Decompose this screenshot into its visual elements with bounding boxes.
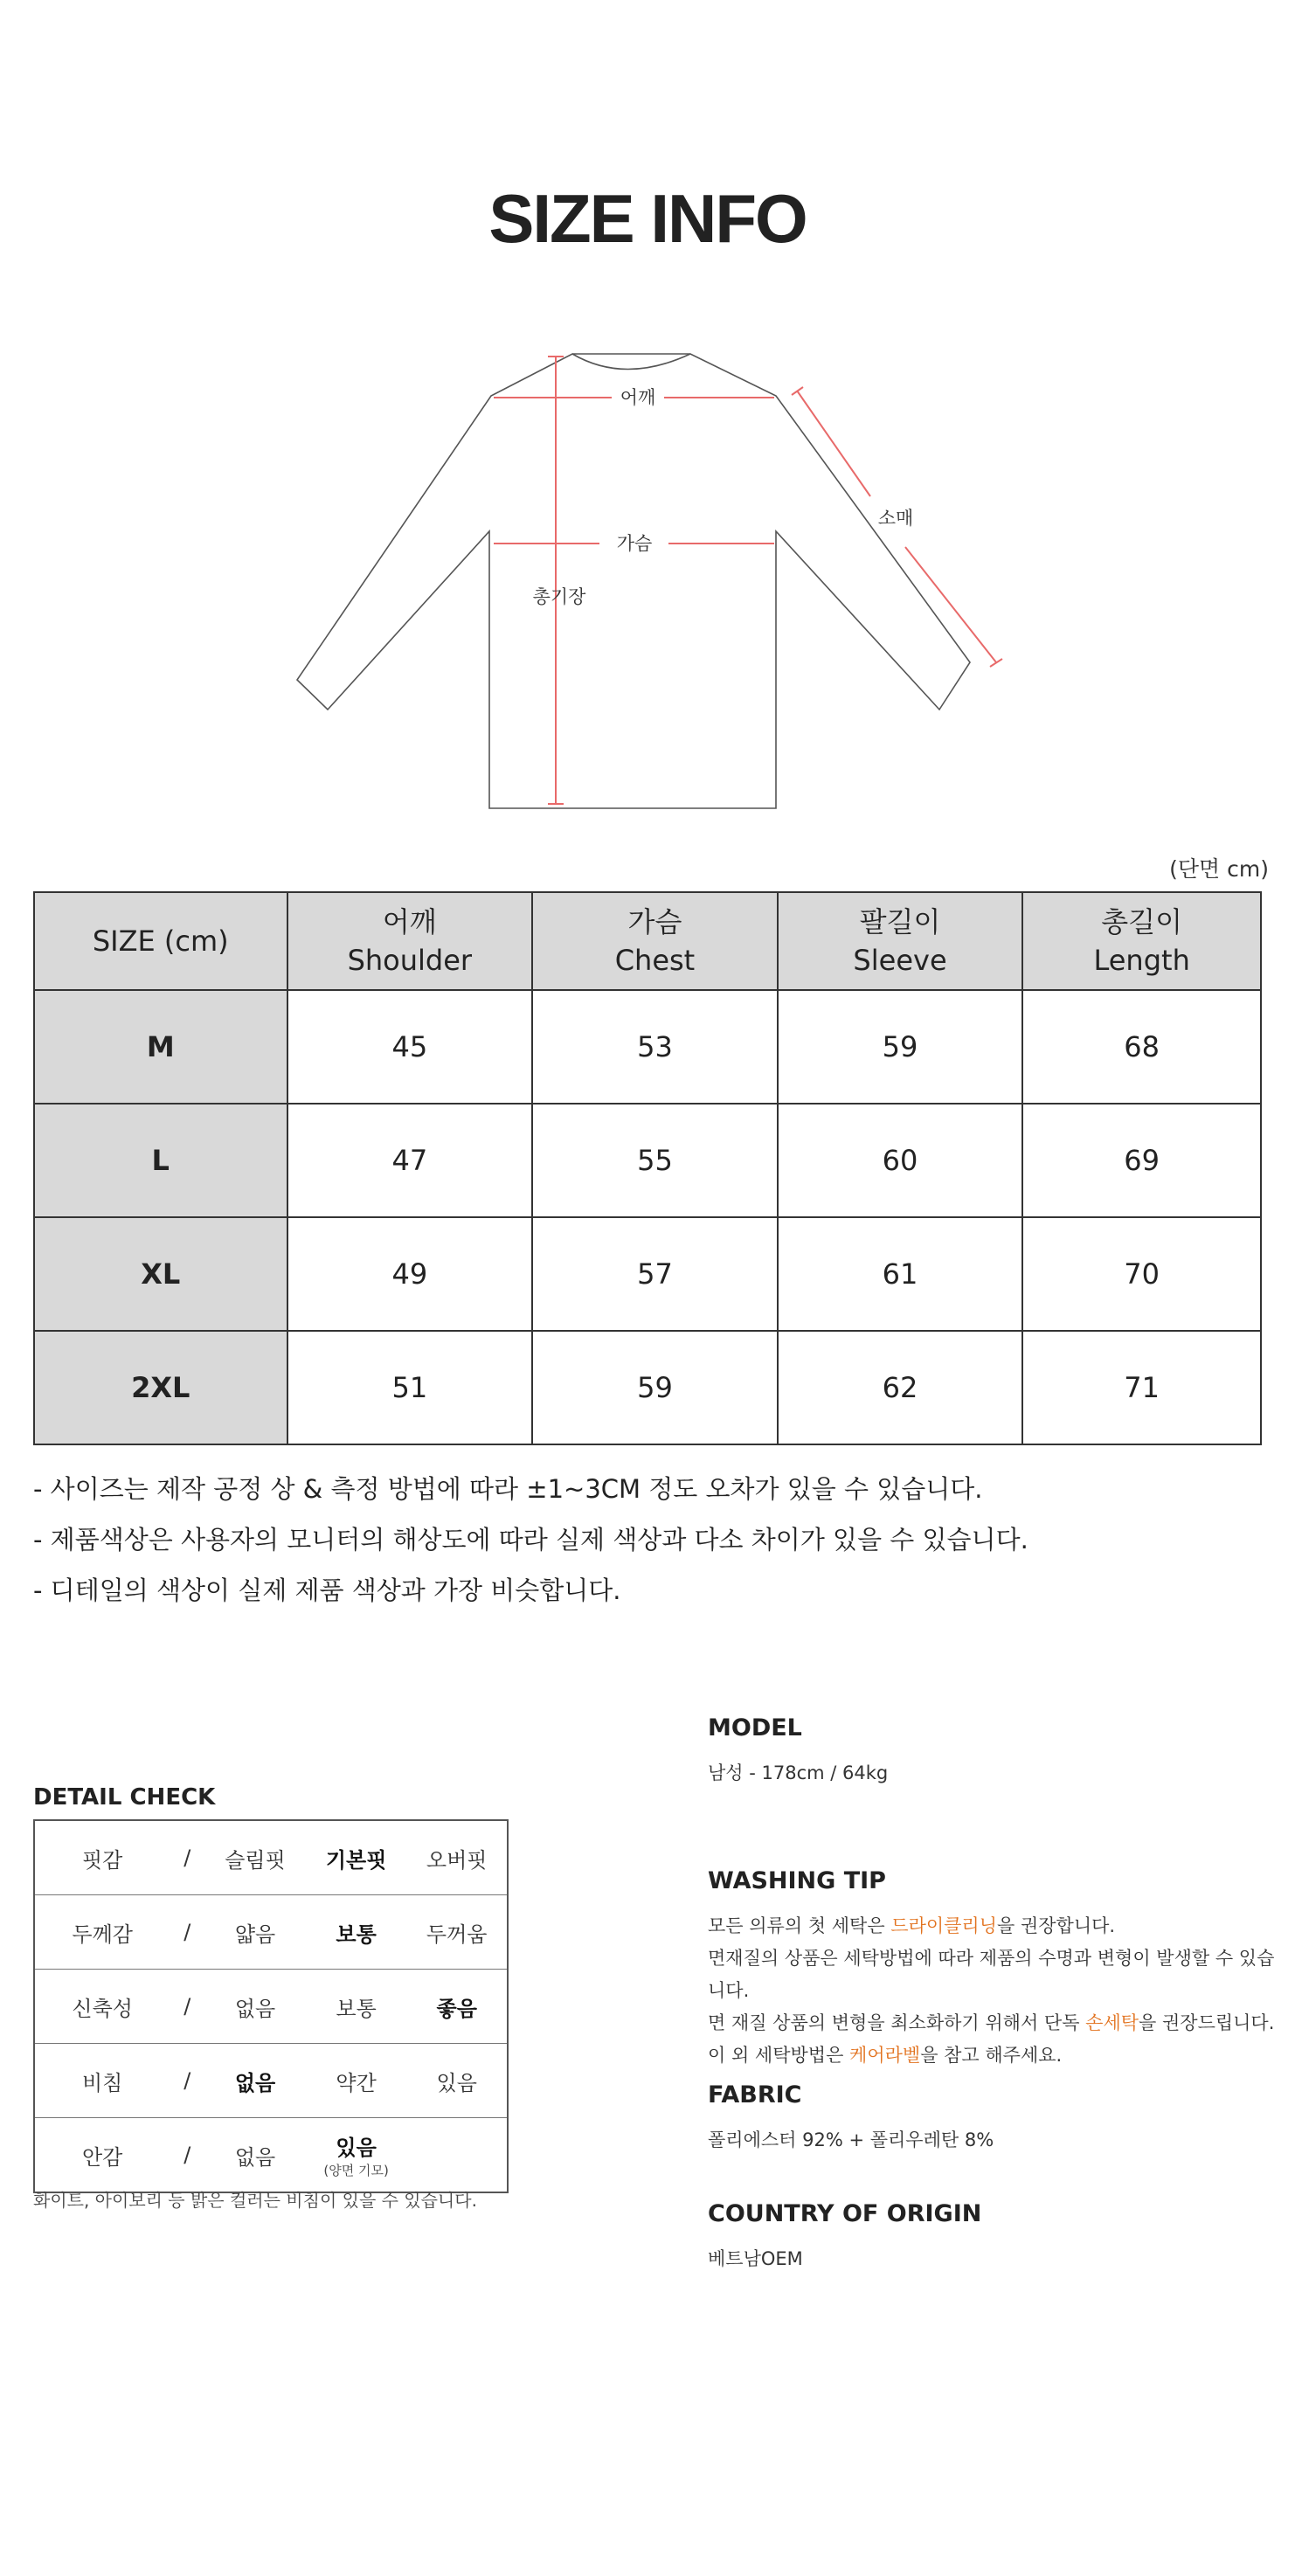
detail-row <box>34 2044 508 2118</box>
detail-label: 두께감 <box>34 1895 170 1970</box>
text-span: 모든 의류의 첫 세탁은 <box>708 1915 891 1936</box>
table-cell: 57 <box>532 1217 778 1331</box>
header-chest <box>532 892 778 990</box>
detail-option-selected: 없음 <box>204 2044 306 2118</box>
length-label: 총기장 <box>532 586 586 607</box>
detail-label: 안감 <box>34 2118 170 2193</box>
detail-option-selected: 보통 <box>306 1895 407 1970</box>
detail-label: 비침 <box>34 2044 170 2118</box>
note-line: - 사이즈는 제작 공정 상 & 측정 방법에 따라 ±1~3CM 정도 오차가 있을 수 있습니다. <box>33 1474 983 1504</box>
size-label: XL <box>34 1217 287 1331</box>
detail-option: 없음 <box>204 2118 306 2193</box>
detail-separator: / <box>170 1970 204 2044</box>
table-row <box>34 1331 1261 1444</box>
table-cell: 68 <box>1022 990 1261 1104</box>
detail-label: 핏감 <box>34 1820 170 1895</box>
header-size: SIZE (cm) <box>34 892 287 990</box>
detail-option-text: 있음 <box>336 2136 377 2160</box>
header-en: Length <box>1093 944 1190 977</box>
size-label: M <box>34 990 287 1104</box>
size-label: 2XL <box>34 1331 287 1444</box>
detail-check-title: DETAIL CHECK <box>33 1784 216 1811</box>
detail-separator: / <box>170 2044 204 2118</box>
note-line: - 디테일의 색상이 실제 제품 색상과 가장 비슷합니다. <box>33 1575 621 1605</box>
detail-label: 신축성 <box>34 1970 170 2044</box>
model-section <box>708 1714 1285 1790</box>
garment-diagram <box>0 332 1295 821</box>
washing-line: 면재질의 상품은 세탁방법에 따라 제품의 수명과 변형이 발생할 수 있습니다. <box>708 1948 1275 2001</box>
text-span: 이 외 세탁방법은 <box>708 2045 850 2066</box>
table-cell: 69 <box>1022 1104 1261 1217</box>
header-sleeve <box>778 892 1023 990</box>
origin-heading: COUNTRY OF ORIGIN <box>708 2200 982 2227</box>
washing-heading: WASHING TIP <box>708 1867 886 1894</box>
washing-line <box>708 2007 1285 2039</box>
detail-sub-note: (양면 기모) <box>323 2163 389 2178</box>
hand-wash-highlight: 손세탁 <box>1085 2012 1139 2033</box>
detail-option: 없음 <box>204 1970 306 2044</box>
detail-row <box>34 2118 508 2193</box>
sleeve-label: 소매 <box>877 508 914 529</box>
washing-section <box>708 1867 1285 2072</box>
table-cell: 61 <box>778 1217 1023 1331</box>
header-ko: 가슴 <box>627 905 682 938</box>
model-text: 남성 - 178cm / 64kg <box>708 1762 889 1783</box>
detail-option: 약간 <box>306 2044 407 2118</box>
size-notes <box>33 1464 1028 1616</box>
table-cell: 53 <box>532 990 778 1104</box>
detail-option-selected: 기본핏 <box>306 1820 407 1895</box>
measure-lines <box>494 357 1002 804</box>
table-cell: 59 <box>778 990 1023 1104</box>
fabric-section <box>708 2081 1285 2157</box>
size-table-header <box>34 892 1261 990</box>
note-line: - 제품색상은 사용자의 모니터의 해상도에 따라 실제 색상과 다소 차이가 있을 수 있습니다. <box>33 1525 1028 1555</box>
table-cell: 45 <box>287 990 533 1104</box>
detail-option: 있음 <box>406 2044 508 2118</box>
table-cell: 47 <box>287 1104 533 1217</box>
detail-option <box>406 2118 508 2193</box>
detail-row <box>34 1895 508 1970</box>
chest-label: 가슴 <box>616 533 653 554</box>
origin-text: 베트남OEM <box>708 2248 803 2269</box>
detail-separator: / <box>170 1820 204 1895</box>
header-shoulder <box>287 892 533 990</box>
text-span: 을 권장합니다. <box>997 1915 1116 1936</box>
header-length <box>1022 892 1261 990</box>
text-span: 면 재질 상품의 변형을 최소화하기 위해서 단독 <box>708 2012 1086 2033</box>
table-cell: 49 <box>287 1217 533 1331</box>
header-ko: 총길이 <box>1101 905 1183 938</box>
detail-option-selected: 좋음 <box>406 1970 508 2044</box>
washing-text <box>708 1910 1285 2072</box>
text-span: 을 권장드립니다. <box>1139 2012 1275 2033</box>
table-row <box>34 1217 1261 1331</box>
dry-cleaning-highlight: 드라이클리닝 <box>890 1915 997 1936</box>
detail-option: 오버핏 <box>406 1820 508 1895</box>
detail-separator: / <box>170 1895 204 1970</box>
detail-option: 두꺼움 <box>406 1895 508 1970</box>
header-en: Chest <box>614 944 696 977</box>
origin-section <box>708 2200 1285 2275</box>
header-ko: 팔길이 <box>859 905 941 938</box>
table-cell: 70 <box>1022 1217 1261 1331</box>
detail-row <box>34 1820 508 1895</box>
model-heading: MODEL <box>708 1714 802 1742</box>
detail-option-selected <box>306 2118 407 2193</box>
sweater-outline <box>297 354 970 808</box>
detail-option: 보통 <box>306 1970 407 2044</box>
text-span: 을 참고 해주세요. <box>920 2045 1063 2066</box>
size-table <box>33 891 1262 1445</box>
table-cell: 55 <box>532 1104 778 1217</box>
care-label-highlight: 케어라벨 <box>849 2045 921 2066</box>
detail-check-table <box>33 1819 509 2193</box>
table-row <box>34 990 1261 1104</box>
table-cell: 51 <box>287 1331 533 1444</box>
detail-separator: / <box>170 2118 204 2193</box>
header-ko: 어깨 <box>382 905 437 938</box>
fabric-heading: FABRIC <box>708 2081 802 2109</box>
table-cell: 71 <box>1022 1331 1261 1444</box>
washing-line <box>708 1910 1285 1942</box>
unit-note: (단면 cm) <box>1169 856 1269 882</box>
detail-check-note: 화이트, 아이보리 등 밝은 컬러는 비침이 있을 수 있습니다. <box>33 2190 477 2211</box>
detail-option: 슬림핏 <box>204 1820 306 1895</box>
detail-row <box>34 1970 508 2044</box>
table-cell: 59 <box>532 1331 778 1444</box>
header-en: Sleeve <box>853 944 947 977</box>
table-row <box>34 1104 1261 1217</box>
table-cell: 60 <box>778 1104 1023 1217</box>
header-en: Shoulder <box>347 944 473 977</box>
fabric-text: 폴리에스터 92% + 폴리우레탄 8% <box>708 2129 994 2150</box>
table-cell: 62 <box>778 1331 1023 1444</box>
washing-line <box>708 2039 1285 2072</box>
detail-option: 얇음 <box>204 1895 306 1970</box>
shoulder-label: 어깨 <box>620 387 656 408</box>
page-title: SIZE INFO <box>488 180 807 257</box>
size-label: L <box>34 1104 287 1217</box>
